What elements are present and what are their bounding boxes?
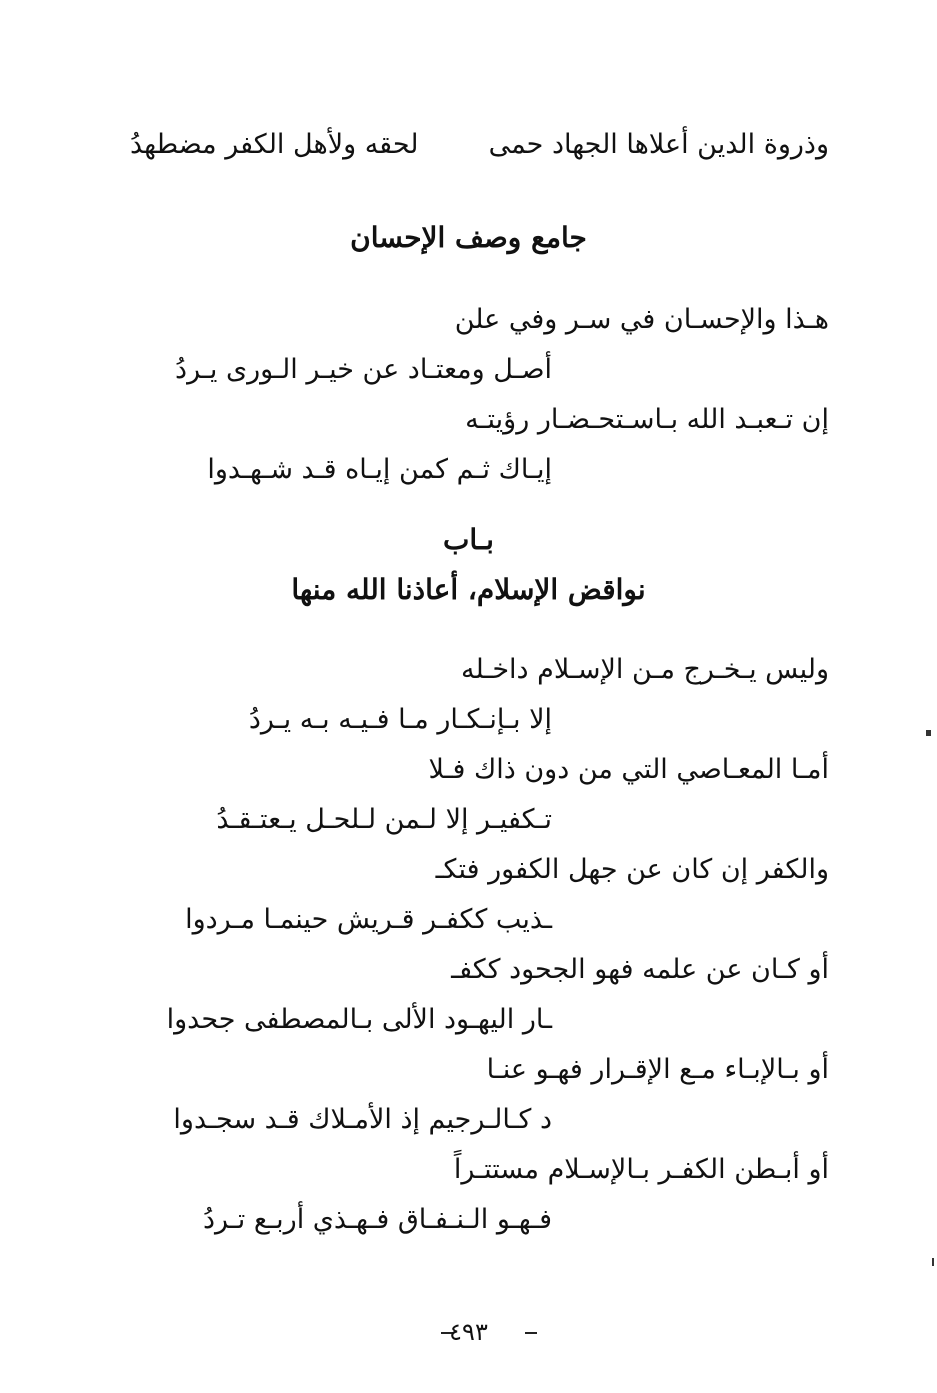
section-heading-ihsan: جامع وصف الإحسان — [350, 221, 587, 254]
verse-line: ـار اليهـود الألى بـالمصطفى جحدوا — [166, 1004, 552, 1035]
verse-line: تـكفيـر إلا لـمن لـلحـل يـعتـقـدُ — [216, 804, 552, 835]
verse-line: هـذا والإحسـان في سـر وفي علن — [454, 304, 829, 335]
scan-speck — [932, 1258, 934, 1266]
opening-verse-second-hemistich: لحقه ولأهل الكفر مضطهدُ — [130, 129, 419, 160]
opening-verse-first-hemistich: وذروة الدين أعلاها الجهاد حمى — [488, 129, 829, 160]
verse-line: إيـاك ثـم كمن إيـاه قـد شـهـدوا — [207, 454, 552, 485]
verse-line: وليس يـخـرج مـن الإسـلام داخـله — [461, 654, 829, 685]
verse-line: إن تـعبـد الله بـاسـتحـضـار رؤيتـه — [465, 404, 829, 435]
chapter-label: بـاب — [443, 523, 494, 556]
verse-line: أصـل ومعتـاد عن خيـر الـورى يـردُ — [175, 354, 552, 385]
verse-line: أو بـالإبـاء مـع الإقـرار فهـو عنـا — [486, 1054, 829, 1085]
verse-line: أو كـان عن علمه فهو الجحود ككفـ — [451, 954, 829, 985]
section-heading-nawaqid: نواقض الإسلام، أعاذنا الله منها — [291, 573, 646, 606]
verse-line: أمـا المعـاصي التي من دون ذاك فـلا — [428, 754, 829, 785]
verse-line: أو أبـطن الكفـر بـالإسـلام مستتـراً — [453, 1154, 829, 1185]
verse-line: ـذيب ككفـر قـريش حينمـا مـردوا — [185, 904, 552, 935]
page-number: ٤٩٣ — [449, 1318, 488, 1346]
footer-dash-right — [525, 1332, 537, 1334]
scan-speck — [926, 730, 931, 736]
verse-line: فـهـو الـنـفـاق فـهـذي أربـع تـردُ — [202, 1204, 552, 1235]
verse-line: د كـالـرجيم إذ الأمـلاك قـد سجـدوا — [173, 1104, 552, 1135]
verse-line: إلا بـإنـكـار مـا فـيـه بـه يـردُ — [248, 704, 552, 735]
verse-line: والكفر إن كان عن جهل الكفور فتكـ — [435, 854, 829, 885]
